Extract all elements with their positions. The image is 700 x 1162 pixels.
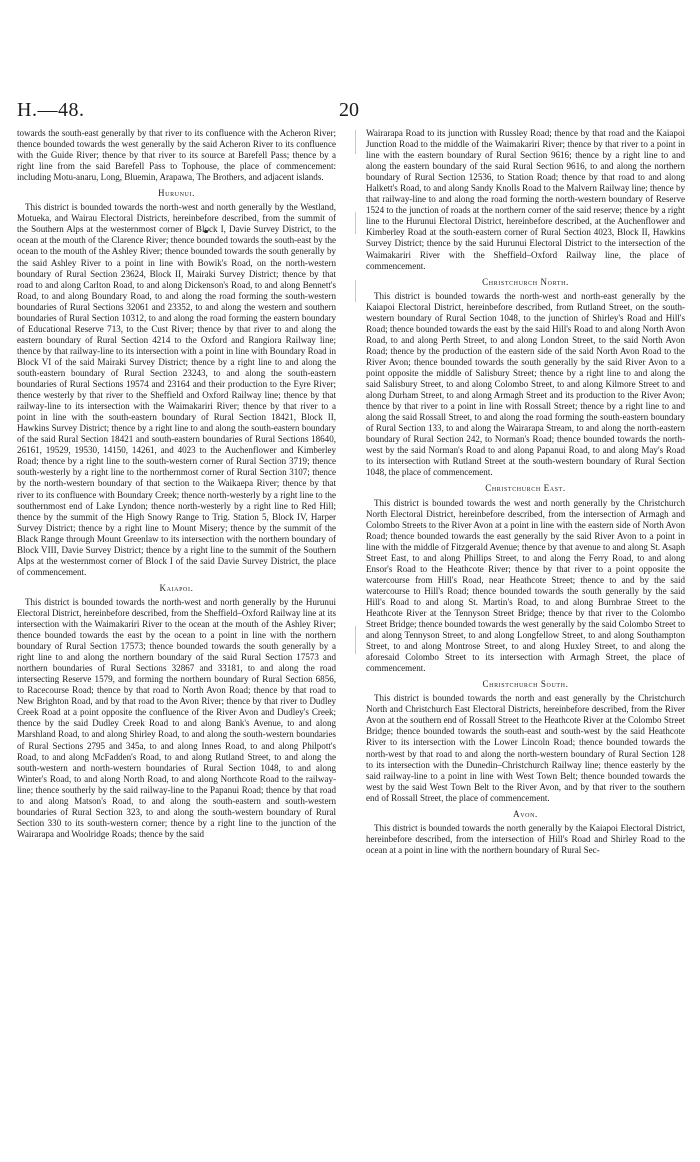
paragraph-continued: towards the south-east generally by that river to its confluence with the Acheron River; thence bounded towards the west generally by the said Acheron River to its confluence with the Guide River; thence by that river to its source at Barefell Pass; thence by a right line from the said Barefell Pass to Tophouse, the place of commencement: including Motu-anaru, Long, Bluemin, Arapawa, The Brothers, and adjacent islands. (17, 128, 336, 183)
section-body-kaiapoi: This district is bounded towards the north-west and north generally by the Hurunui Electoral District, hereinbefore described, from the Sheffield–Oxford Railway line at its intersection with the Waimakariri River to the ocean at the mouth of the Ashley River; thence bounded towards the east by the ocean to a point in line with the northern boundary of Rural Section 17573; thence bounded towards the south generally by a right line to and along the northern boundary of the said Rural Section 17573 and northern boundaries of Rural Sections 32867 and 33181, to and along the road intersecting Reserve 1579, and forming the northern boundary of Rural Section 6856, to Racecourse Road; thence by that road to North Avon Road; thence by that road to New Brighton Road, and by that road to the Avon River; thence by that river to Dudley Creek Road at a point opposite the confluence of the River Avon and Dudley's Creek; thence by the said Dudley Creek Road to and along Bank's Avenue, to and along Marshland Road, to and along Shirley Road, to and along the south-western boundaries of Rural Sections 2795 and 345a, to and along Innes Road, to and along Philpott's Road, to and along McFadden's Road, to and along Rutland Street, to and along the south-western and north-western boundaries of Rural Section 1048, to and along Winter's Road, to and along North Road, to and along Northcote Road to the railway-line; thence southerly by the said railway-line to the Papanui Road; thence by that road to and along Matson's Road, to and along the south-eastern and south-western boundaries of Rural Section 323, to and along the south-western boundary of Rural Section 330 to its south-western corner; thence by a right line to the junction of the Wairarapa and Woolridge Roads; thence by the said (17, 596, 336, 839)
section-body-avon: This district is bounded towards the north generally by the Kaiapoi Electoral District, hereinbefore described, from the intersection of Hill's Road and Shirley Road to the ocean at a point in line with the northern boundary of Rural Sec- (366, 822, 685, 855)
section-body-christchurch-north: This district is bounded towards the north-west and north-east generally by the Kaiapoi Electoral District, hereinbefore described, from Rutland Street, on the south-western boundary of Rural Section 1048, to the junction of Shirley's Road and Hill's Road; thence bounded towards the east by the said Hill's Road to and along North Avon Road, to and along Perth Street, to and along London Street, to the said North Avon Road; thence by the production of the eastern side of the said North Avon Road to the River Avon; thence bounded towards the south generally by the said River Avon to a point opposite the middle of Salisbury Street; thence by a right line to and along the said Salisbury Street, to and along Colombo Street, to and along Kilmore Street to and along Durham Street, to and along Armagh Street and its production to the River Avon; thence by that river to a point in line with Rossall Street; thence by a right line to and along the said Rossall Street, to and along the road forming the south-eastern boundary of Rural Section 133, to and along the Wairarapa Stream, to and along the north-eastern boundary of Rural Section 242, to Norman's Road; thence bounded towards the north-west by the said Norman's Road to and along Papanui Road, to and along May's Road to its intersection with Rutland Street at the south-western boundary of Rural Section 1048, the place of commencement. (366, 290, 685, 478)
page-number: 20 (339, 99, 359, 121)
right-column (366, 128, 685, 859)
section-body-christchurch-east: This district is bounded towards the west and north generally by the Christchurch North Electoral District, hereinbefore described, from the intersection of Armagh and Colombo Streets to the River Avon at a point in line with the eastern side of North Avon Road; thence bounded towards the east generally by the said River Avon to a point in line with the middle of Fitzgerald Avenue; thence by that avenue to and along St. Asaph Street East, to and along Phillips Street, to and along the Ferry Road, to and along Ensor's Road to the Heathcote River; thence by that river to a point opposite the watercourse from Hill's Road, near Heathcote Street; thence to and by the said watercourse to Hill's Road; thence bounded towards the south generally by the said Hill's Road to and along St. Martin's Road, to and along Burnbrae Street to the Heathcote River at the Tennyson Street Bridge; thence by that river to the Colombo Street Bridge; thence bounded towards the west generally by the said Colombo Street to and along Tennyson Street, to and along Longfellow Street, to and along Southampton Street, to and along Montrose Street, to and along Huxley Street, to and along the aforesaid Colombo Street to its intersection with Armagh Street, the place of commencement. (366, 497, 685, 674)
section-heading-avon: Avon. (513, 808, 538, 819)
paragraph-continued: Wairarapa Road to its junction with Russley Road; thence by that road and the Kaiapoi Junction Road to the middle of the Waimakariri River; thence by that river to a point in line with the eastern boundary of Rural Section 9616; thence by a right line to and along the eastern boundary of the said Rural Section 9616, to and along the northern boundary of Rural Section 12536, to Station Road; thence by that road to and along Halkett's Road, to and along Sandy Knolls Road to the Malvern Railway line; thence by that railway-line to and along the road forming the north-western boundary of Reserve 1524 to the junction of roads at the northern corner of the said reserve; thence by a right line to the Hurunui Electoral District, hereinbefore described, at the Auchenflower and Kimberley Road at the south-eastern corner of Rural Section 4023, Block II, Hawkins Survey District; thence by the said Hurunui Electoral District to the intersection of the Waimakariri River with the Sheffield–Oxford Railway line, the place of commencement. (366, 128, 685, 271)
section-body-christchurch-south: This district is bounded towards the north and east generally by the Christchurch North and Christchurch East Electoral Districts, hereinbefore described, from the River Avon at the southern end of Rossall Street to the Heathcote River at the Colombo Street Bridge; thence bounded towards the south-east and south-west by the said Heathcote River to its intersection with the Lower Lincoln Road; thence bounded towards the north-west by that road to and along the north-western boundary of Rural Section 128 to its intersection with the Dunedin–Christchurch Railway line; thence easterly by the said railway-line to a point in line with West Town Belt; thence bounded towards the west by the said West Town Belt to the River Avon, and by that river to the southern end of Rossall Street, the place of commencement. (366, 693, 685, 803)
section-heading-hurunui: Hurunui. (158, 188, 195, 199)
document-reference: H.—48. (17, 99, 85, 121)
column-divider (355, 130, 356, 154)
left-column (17, 128, 336, 843)
column-divider (355, 212, 356, 234)
section-heading-christchurch-east: Christchurch East. (485, 483, 566, 494)
section-heading-kaiapoi: Kaiapoi. (159, 582, 194, 593)
column-divider (355, 626, 356, 654)
section-heading-christchurch-south: Christchurch South. (482, 679, 569, 690)
column-divider (355, 280, 356, 302)
section-heading-christchurch-north: Christchurch North. (482, 276, 569, 287)
section-body-hurunui: This district is bounded towards the north-west and north generally by the Westland, Motueka, and Wairau Electoral Districts, hereinbefore described, from the summit of the Southern Alps at the westernmost corner of Block I, Davie Survey District, to the ocean at the mouth of the Clarence River; thence bounded towards the south-east by the ocean to the mouth of the Ashley River; thence bounded towards the south generally by the said Ashley River to a point in line with Bowik's Road, on the north-western boundary of Rural Section 23624, Block II, Mairaki Survey District; thence by that road to and along Carlton Road, to and along Dickenson's Road, to and along Bennett's Road, to and along Boundary Road, to and along the road forming the south-western boundaries of Rural Sections 32061 and 23352, to and along the western and southern boundaries of Rural Section 10312, to and along the road forming the eastern boundary of Educational Reserve 713, to the Cust River; thence by that river to and along the eastern boundary of Rural Section 4214 to the Oxford and Rangiora Railway line; thence by that railway-line to its intersection with a point in line with Boundary Road in Block VI of the said Mairaki Survey District; thence by a right line to and along the south-eastern boundary of Rural Section 23243, to and along the south-eastern boundaries of Rural Sections 19574 and 23164 and their production to the Eyre River; thence westerly by that river to the Sheffield and Oxford Railway line; thence by that railway-line to its intersection with the Waimakariri River; thence by that river to a point in line with the south-eastern boundary of Rural Section 18421, Block II, Hawkins Survey District; thence by a right line to and along the south-eastern boundary of the said Rural Section 18421 and south-eastern boundaries of Rural Sections 18640, 26161, 19529, 19530, 14150, 14261, and 4023 to the Auchenflower and Kimberley Road; thence by a right line to the south-western corner of Rural Section 3719; thence south-westerly by a right line to the northernmost corner of Rural Section 3107; thence by the north-western boundary of that section to the Waikaepa River; thence by that river to its confluence with Boundary Creek; thence north-westerly by a right line to the southernmost end of Lake Lyndon; thence north-westerly by a right line to Red Hill; thence by the summit of the High Snowy Range to Trig. Station 5, Block IV, Harper Survey District; thence by a right line to Mount Misery; thence by the summit of the Black Range through Mount Greenlaw to its intersection with the northern boundary of Block VIII, Davie Survey District; thence by a right line to the summit of the Southern Alps at the westernmost corner of Block I of the said Davie Survey District, the place of commencement. (17, 202, 336, 577)
